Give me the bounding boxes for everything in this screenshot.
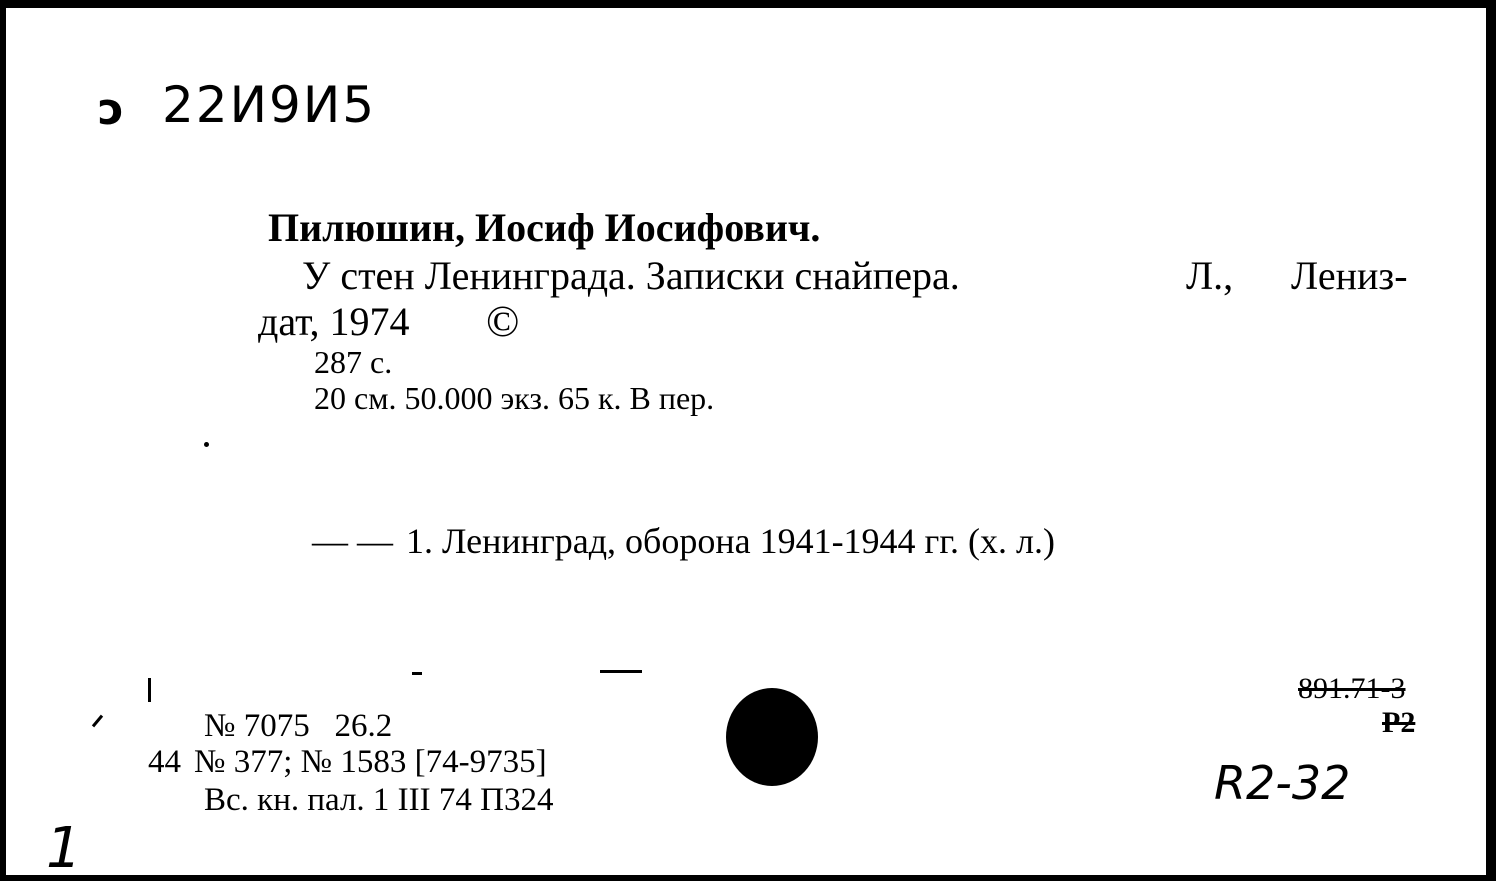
copyright-icon: © [486,297,520,346]
punch-hole [726,688,818,786]
mark-tick [148,678,151,702]
record-line3: Вс. кн. пал. 1 III 74 П324 [204,782,554,818]
record-number: № 7075 26.2 [204,708,393,744]
publisher-part1: Лениз- [1291,253,1408,298]
mark-dash [600,670,642,673]
record-prefix: 44 [148,744,181,780]
physical-description: 20 см. 50.000 экз. 65 к. В пер. [314,380,715,416]
mark-dash [412,672,422,675]
inventory-number: 22И9И5 [162,76,377,134]
stamp-mark-icon: ↄ [98,84,125,135]
title-line: У стен Ленинграда. Записки снайпера. [302,253,960,298]
record-line2: № 377; № 1583 [74-9735] [194,744,547,780]
publication-place: Л., [1186,253,1234,298]
publisher-year: дат, 1974 [258,299,410,344]
mark-tick [92,715,103,728]
pages-count: 287 с. [314,344,393,380]
author-heading: Пилюшин, Иосиф Иосифович. [268,205,821,250]
subject-heading: 1. Ленинград, оборона 1941-1944 гг. (х. л.) [406,521,1055,561]
shelf-mark: R2-32 [1214,756,1351,810]
corner-mark: 1 [46,816,82,881]
classification-struck: 891.71-3 [1298,672,1406,705]
classification-struck-2: Р2 [1382,706,1416,739]
speck [204,442,209,447]
subject-prefix: — — [312,521,393,561]
